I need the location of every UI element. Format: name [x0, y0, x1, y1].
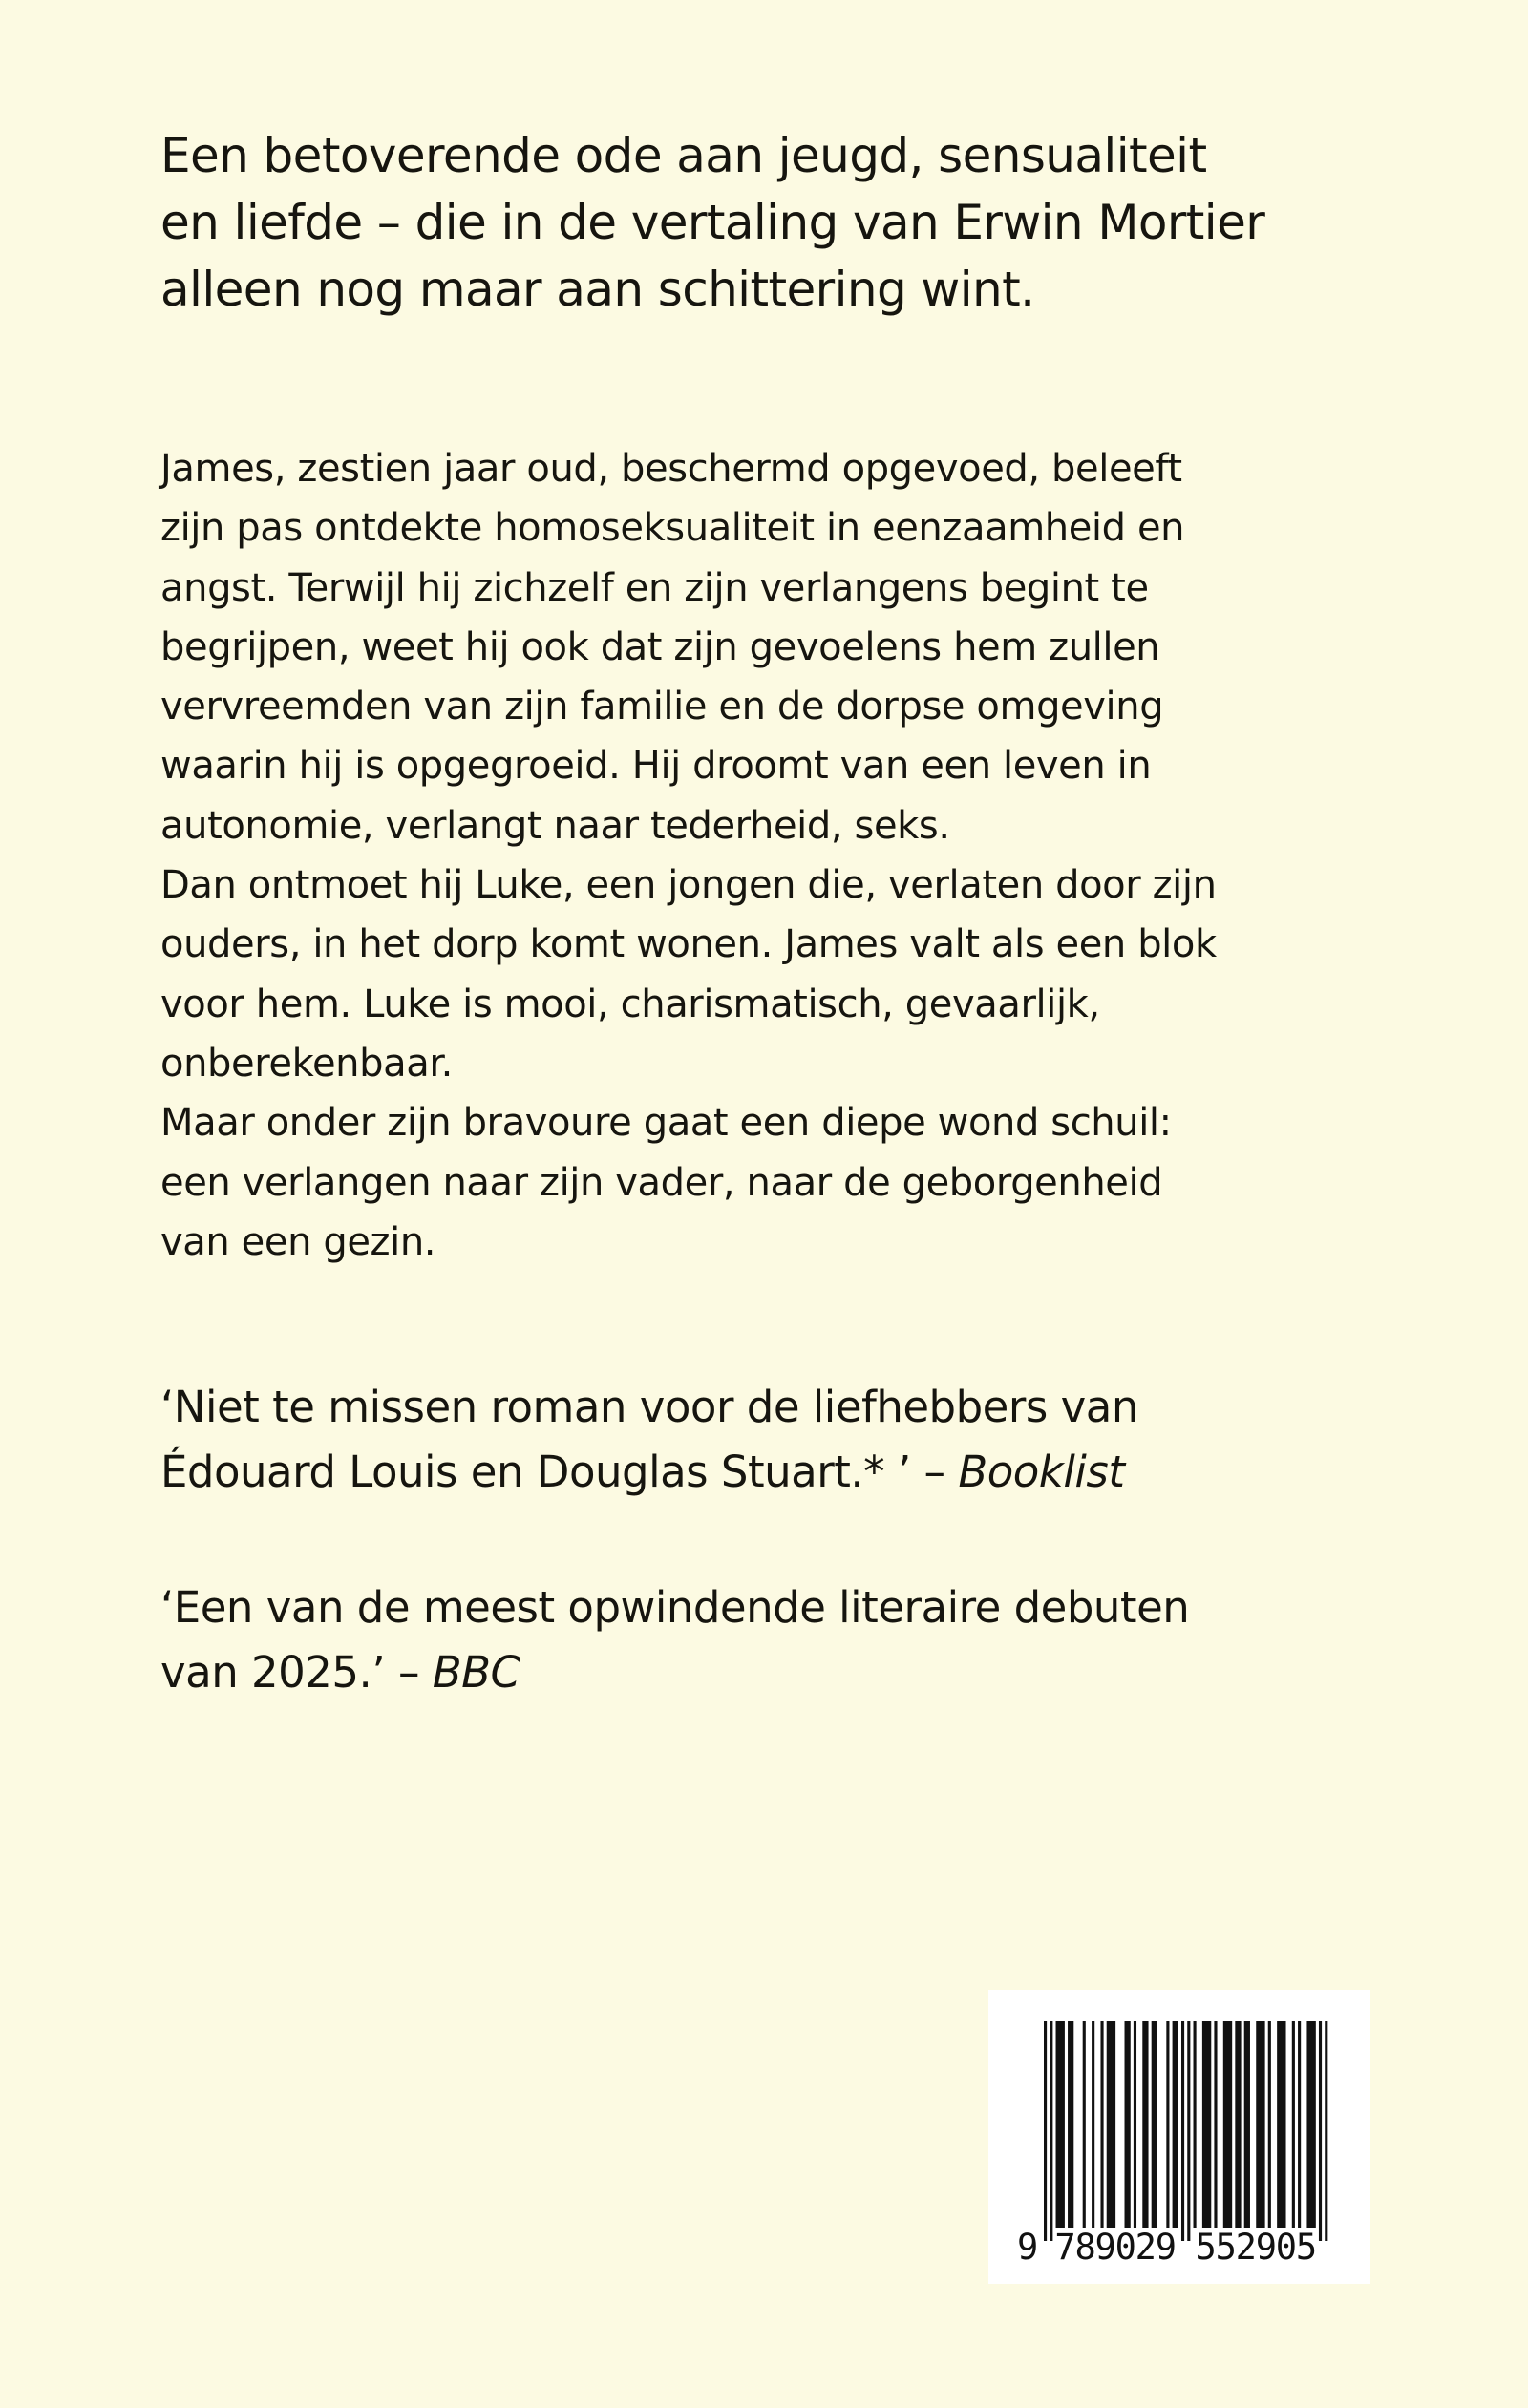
barcode-bars	[988, 1990, 1370, 2284]
lede-tagline	[160, 122, 1264, 323]
blurb-line: begrijpen, weet hij ook dat zijn gevoelens hem zullen	[160, 624, 1160, 669]
barcode-digits: 789029	[1054, 2227, 1176, 2268]
lede-line: en liefde – die in de vertaling van Erwin Mortier	[160, 195, 1265, 250]
quote-line	[160, 1640, 1189, 1705]
blurb-line: onberekenbaar.	[160, 1041, 454, 1086]
blurb-line: voor hem. Luke is mooi, charismatisch, gevaarlijk,	[160, 982, 1100, 1026]
blurb-line: zijn pas ontdekte homoseksualiteit in eenzaamheid en	[160, 506, 1185, 551]
blurb-line: James, zestien jaar oud, beschermd opgevoed, beleeft	[160, 447, 1182, 491]
blurb-line: van een gezin.	[160, 1219, 436, 1264]
quote-source: BBC	[432, 1647, 520, 1698]
blurb-line: Maar onder zijn bravoure gaat een diepe wond schuil:	[160, 1101, 1172, 1146]
barcode-digits: 552905	[1195, 2227, 1316, 2268]
lede-line: Een betoverende ode aan jeugd, sensualiteit	[160, 128, 1207, 183]
quote-line	[160, 1440, 1138, 1505]
book-blurb	[160, 439, 1217, 1272]
quote-source: Booklist	[958, 1447, 1125, 1497]
blurb-line: vervreemden van zijn familie en de dorpse omgeving	[160, 685, 1164, 729]
barcode-digits: 9	[1017, 2227, 1039, 2268]
blurb-line: angst. Terwijl hij zichzelf en zijn verlangens begint te	[160, 565, 1149, 610]
blurb-line: waarin hij is opgegroeid. Hij droomt van een leven in	[160, 744, 1152, 789]
review-quote-bbc	[160, 1575, 1189, 1705]
quote-text: van 2025.’ –	[160, 1647, 433, 1698]
isbn-barcode	[988, 1990, 1370, 2284]
lede-line: alleen nog maar aan schittering wint.	[160, 262, 1035, 317]
quote-line: ‘Niet te missen roman voor de liefhebbers van	[160, 1382, 1138, 1432]
review-quote-booklist	[160, 1375, 1138, 1505]
blurb-line: autonomie, verlangt naar tederheid, seks.	[160, 803, 950, 848]
blurb-line: een verlangen naar zijn vader, naar de geborgenheid	[160, 1160, 1163, 1205]
quote-line: ‘Een van de meest opwindende literaire debuten	[160, 1582, 1190, 1633]
blurb-line: ouders, in het dorp komt wonen. James valt als een blok	[160, 922, 1217, 967]
blurb-line: Dan ontmoet hij Luke, een jongen die, verlaten door zijn	[160, 863, 1217, 908]
quote-text: Édouard Louis en Douglas Stuart.* ’ –	[160, 1447, 959, 1497]
